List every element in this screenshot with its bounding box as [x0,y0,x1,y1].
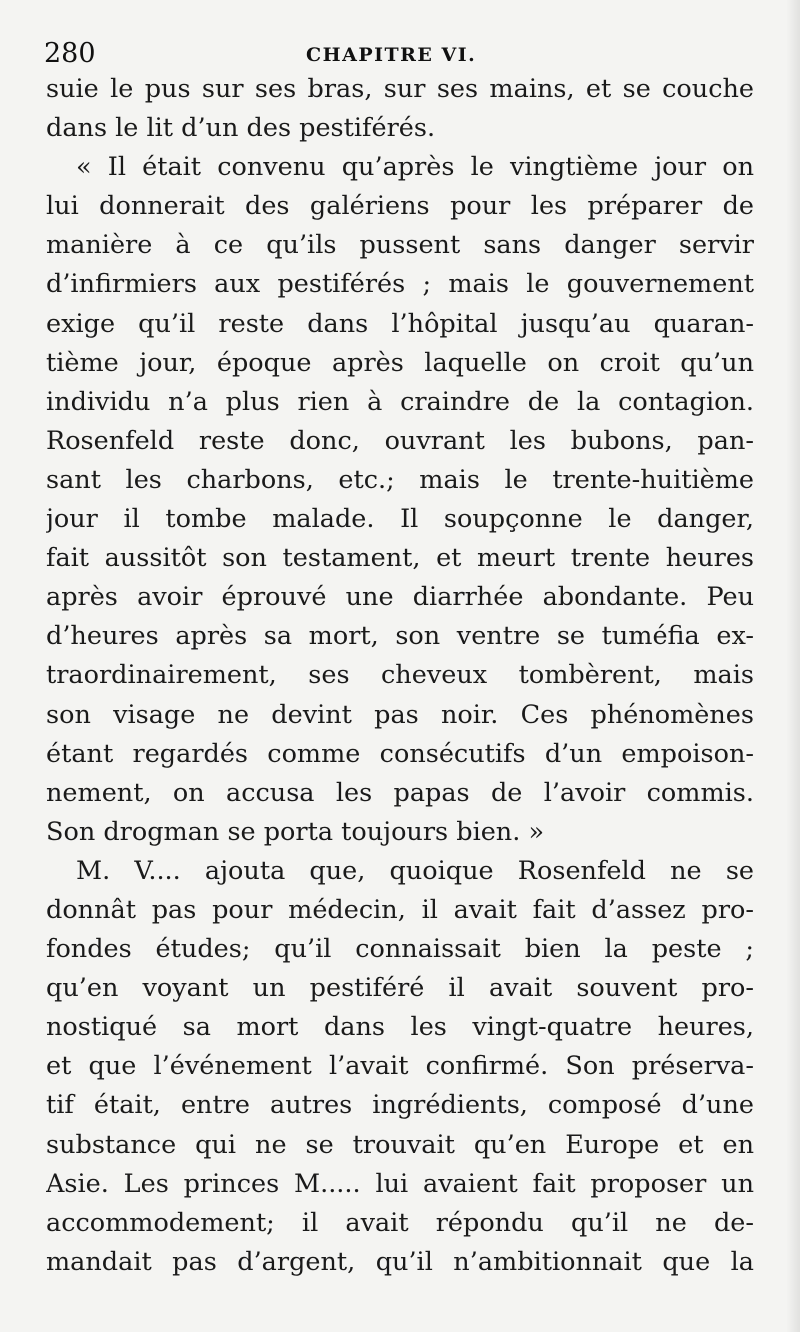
text-line: individu n’a plus rien à craindre de la contagion. [46,386,754,417]
text-line: lui donnerait des galériens pour les préparer de [46,191,754,222]
text-line: jour il tombe malade. Il soupçonne le danger, [46,504,754,535]
text-line: et que l’événement l’avait confirmé. Son préserva- [46,1051,754,1082]
page-edge-shadow [786,0,800,1332]
text-line: manière à ce qu’ils pussent sans danger servir [46,230,754,261]
text-line: étant regardés comme consécutifs d’un empoison- [46,738,754,769]
text-line: qu’en voyant un pestiféré il avait souvent pro- [46,973,754,1004]
text-line: son visage ne devint pas noir. Ces phénomènes [46,699,754,730]
text-line: nement, on accusa les papas de l’avoir commis. [46,777,754,808]
text-line: d’infirmiers aux pestiférés ; mais le gouvernement [46,269,754,300]
text-line: donnât pas pour médecin, il avait fait d’assez pro- [46,894,754,925]
text-line: fondes études; qu’il connaissait bien la peste ; [46,934,754,965]
text-line: Asie. Les princes M..... lui avaient fait proposer un [46,1168,754,1199]
text-line: nostiqué sa mort dans les vingt-quatre heures, [46,1012,754,1043]
text-line: après avoir éprouvé une diarrhée abondante. Peu [46,582,754,613]
text-line: traordinairement, ses cheveux tombèrent, mais [46,660,754,691]
text-line: exige qu’il reste dans l’hôpital jusqu’au quaran- [46,308,754,339]
text-line: sant les charbons, etc.; mais le trente-huitième [46,464,754,495]
text-line: tième jour, époque après laquelle on croit qu’un [46,347,754,378]
body-text [46,70,754,1282]
page-number: 280 [44,38,96,69]
text-line: M. V.... ajouta que, quoique Rosenfeld ne se [76,855,754,886]
text-line: Rosenfeld reste donc, ouvrant les bubons, pan- [46,425,754,456]
text-line: dans le lit d’un des pestiférés. [46,113,436,144]
running-head: CHAPITRE VI. [306,44,477,66]
text-line: suie le pus sur ses bras, sur ses mains, et se couche [46,74,754,104]
text-line: mandait pas d’argent, qu’il n’ambitionnait que la [46,1246,754,1277]
text-line: « Il était convenu qu’après le vingtième jour on [76,152,754,183]
text-line: fait aussitôt son testament, et meurt trente heures [46,543,754,574]
text-line: Son drogman se porta toujours bien. » [46,816,545,847]
text-line: d’heures après sa mort, son ventre se tuméfia ex- [46,621,754,652]
text-line: accommodement; il avait répondu qu’il ne de- [46,1207,754,1238]
text-line: substance qui ne se trouvait qu’en Europe et en [46,1129,754,1160]
text-line: tif était, entre autres ingrédients, composé d’une [46,1090,754,1121]
